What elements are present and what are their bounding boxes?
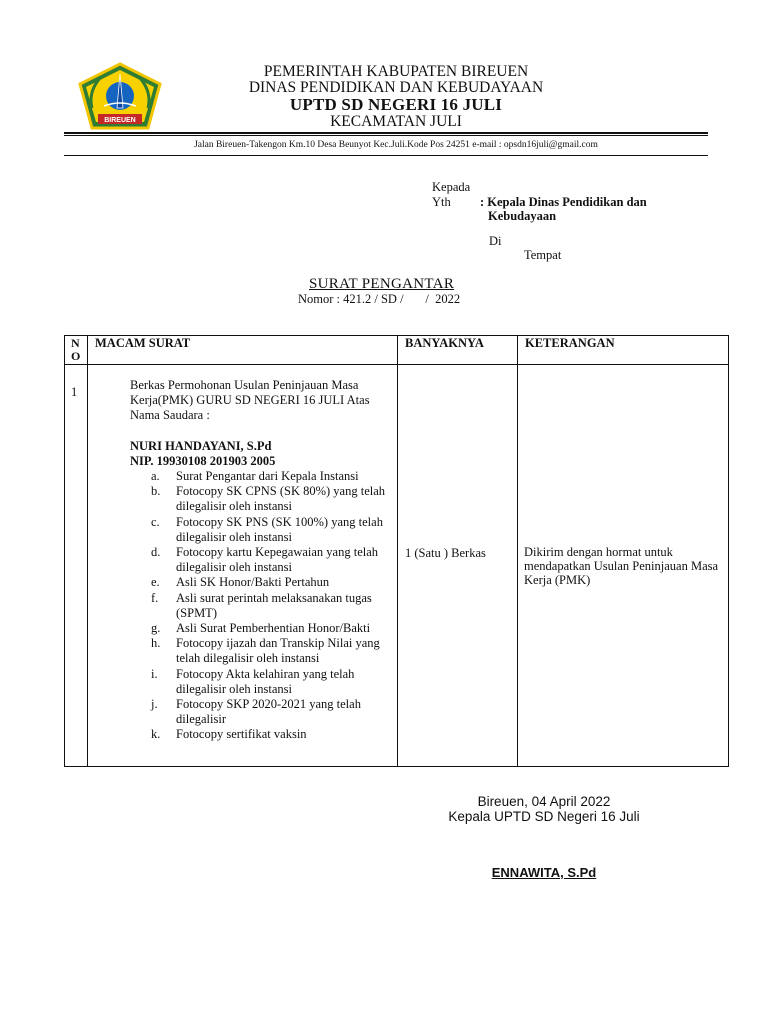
item-text: Asli Surat Pemberhentian Honor/Bakti xyxy=(176,621,371,636)
recipient-yth: Yth xyxy=(432,195,451,209)
item-text: Fotocopy SKP 2020-2021 yang telah dilegalisir xyxy=(176,697,361,727)
header-no-line-1: N xyxy=(71,336,80,350)
header-banyaknya: BANYAKNYA xyxy=(398,336,518,365)
signature-date: Bireuen, 04 April 2022 xyxy=(477,794,611,809)
table-row xyxy=(65,365,729,767)
item-letter: b. xyxy=(151,484,161,499)
recipient-name-line-1: : Kepala Dinas Pendidikan dan xyxy=(480,195,647,209)
letter-number: Nomor : 421.2 / SD / / 2022 xyxy=(298,292,461,306)
item-letter: j. xyxy=(151,697,158,712)
header-no xyxy=(65,336,88,365)
item-letter: k. xyxy=(151,727,161,742)
row-intro: Berkas Permohonan Usulan Peninjauan Masa Kerja(PMK) GURU SD NEGERI 16 JULI Atas Nama Saudara : xyxy=(130,378,370,423)
letterhead-line-2: DINAS PENDIDIKAN DAN KEBUDAYAAN xyxy=(248,79,544,96)
signature-role: Kepala UPTD SD Negeri 16 Juli xyxy=(448,809,640,824)
list-item xyxy=(130,621,391,636)
header-no-line-2: O xyxy=(71,349,81,363)
list-item xyxy=(130,591,391,621)
recipient-name xyxy=(480,195,690,223)
item-text: Asli surat perintah melaksanakan tugas (SPMT) xyxy=(176,590,372,620)
item-letter: d. xyxy=(151,545,161,560)
item-text: Asli SK Honor/Bakti Pertahun xyxy=(176,575,330,590)
item-letter: f. xyxy=(151,590,159,605)
document-table xyxy=(64,335,729,767)
logo-text: BIREUEN xyxy=(104,117,136,124)
list-item xyxy=(130,575,391,590)
item-letter: e. xyxy=(151,575,160,590)
item-letter: i. xyxy=(151,666,158,681)
list-item xyxy=(130,545,391,575)
letterhead-rule-thick xyxy=(64,132,708,134)
item-letter: c. xyxy=(151,514,160,529)
signature-name: ENNAWITA, S.Pd xyxy=(491,865,597,880)
table-header-row xyxy=(65,336,729,365)
list-item xyxy=(130,484,391,514)
item-letter: h. xyxy=(151,636,161,651)
item-text: Fotocopy SK PNS (SK 100%) yang telah dilegalisir oleh instansi xyxy=(176,514,383,544)
item-text: Fotocopy Akta kelahiran yang telah dilegalisir oleh instansi xyxy=(176,666,355,696)
list-item xyxy=(130,697,391,727)
header-keterangan: KETERANGAN xyxy=(518,336,729,365)
item-letter: g. xyxy=(151,621,161,636)
row-macam-surat xyxy=(88,365,398,767)
recipient-name-line-2: Kebudayaan xyxy=(488,209,557,223)
row-keterangan: Dikirim dengan hormat untuk mendapatkan Usulan Peninjauan Masa Kerja (PMK) xyxy=(518,365,729,767)
row-person-nip: NIP. 19930108 201903 2005 xyxy=(130,453,276,468)
item-text: Fotocopy kartu Kepegawaian yang telah dilegalisir oleh instansi xyxy=(176,545,379,575)
item-text: Fotocopy sertifikat vaksin xyxy=(176,727,307,742)
item-letter: a. xyxy=(151,469,160,484)
letterhead-address: Jalan Bireuen-Takengon Km.10 Desa Beunyot Kec.Juli.Kode Pos 24251 e-mail : opsdn16juli@gmail.com xyxy=(194,140,598,150)
row-number: 1 xyxy=(65,365,88,767)
recipient-kepada: Kepada xyxy=(432,180,471,194)
recipient-di: Di xyxy=(489,234,502,248)
letter-title: SURAT PENGANTAR xyxy=(309,276,455,292)
letterhead-school-name: UPTD SD NEGERI 16 JULI xyxy=(289,95,503,114)
list-item xyxy=(130,636,391,666)
header-macam-surat: MACAM SURAT xyxy=(88,336,398,365)
item-text: Fotocopy SK CPNS (SK 80%) yang telah dilegalisir oleh instansi xyxy=(176,484,386,514)
letterhead-district: KECAMATAN JULI xyxy=(330,113,462,130)
letterhead-line-1: PEMERINTAH KABUPATEN BIREUEN xyxy=(263,63,529,80)
address-rule xyxy=(64,155,708,156)
list-item xyxy=(130,515,391,545)
item-text: Surat Pengantar dari Kepala Instansi xyxy=(176,469,359,484)
recipient-tempat: Tempat xyxy=(524,248,562,262)
list-item xyxy=(130,667,391,697)
list-item xyxy=(130,727,391,742)
item-text: Fotocopy ijazah dan Transkip Nilai yang telah dilegalisir oleh instansi xyxy=(176,636,380,666)
requirements-list xyxy=(130,469,391,743)
row-person-name: NURI HANDAYANI, S.Pd xyxy=(130,438,272,453)
row-banyaknya: 1 (Satu ) Berkas xyxy=(398,365,518,767)
list-item xyxy=(130,469,391,484)
letterhead-rule-thin xyxy=(64,135,708,136)
